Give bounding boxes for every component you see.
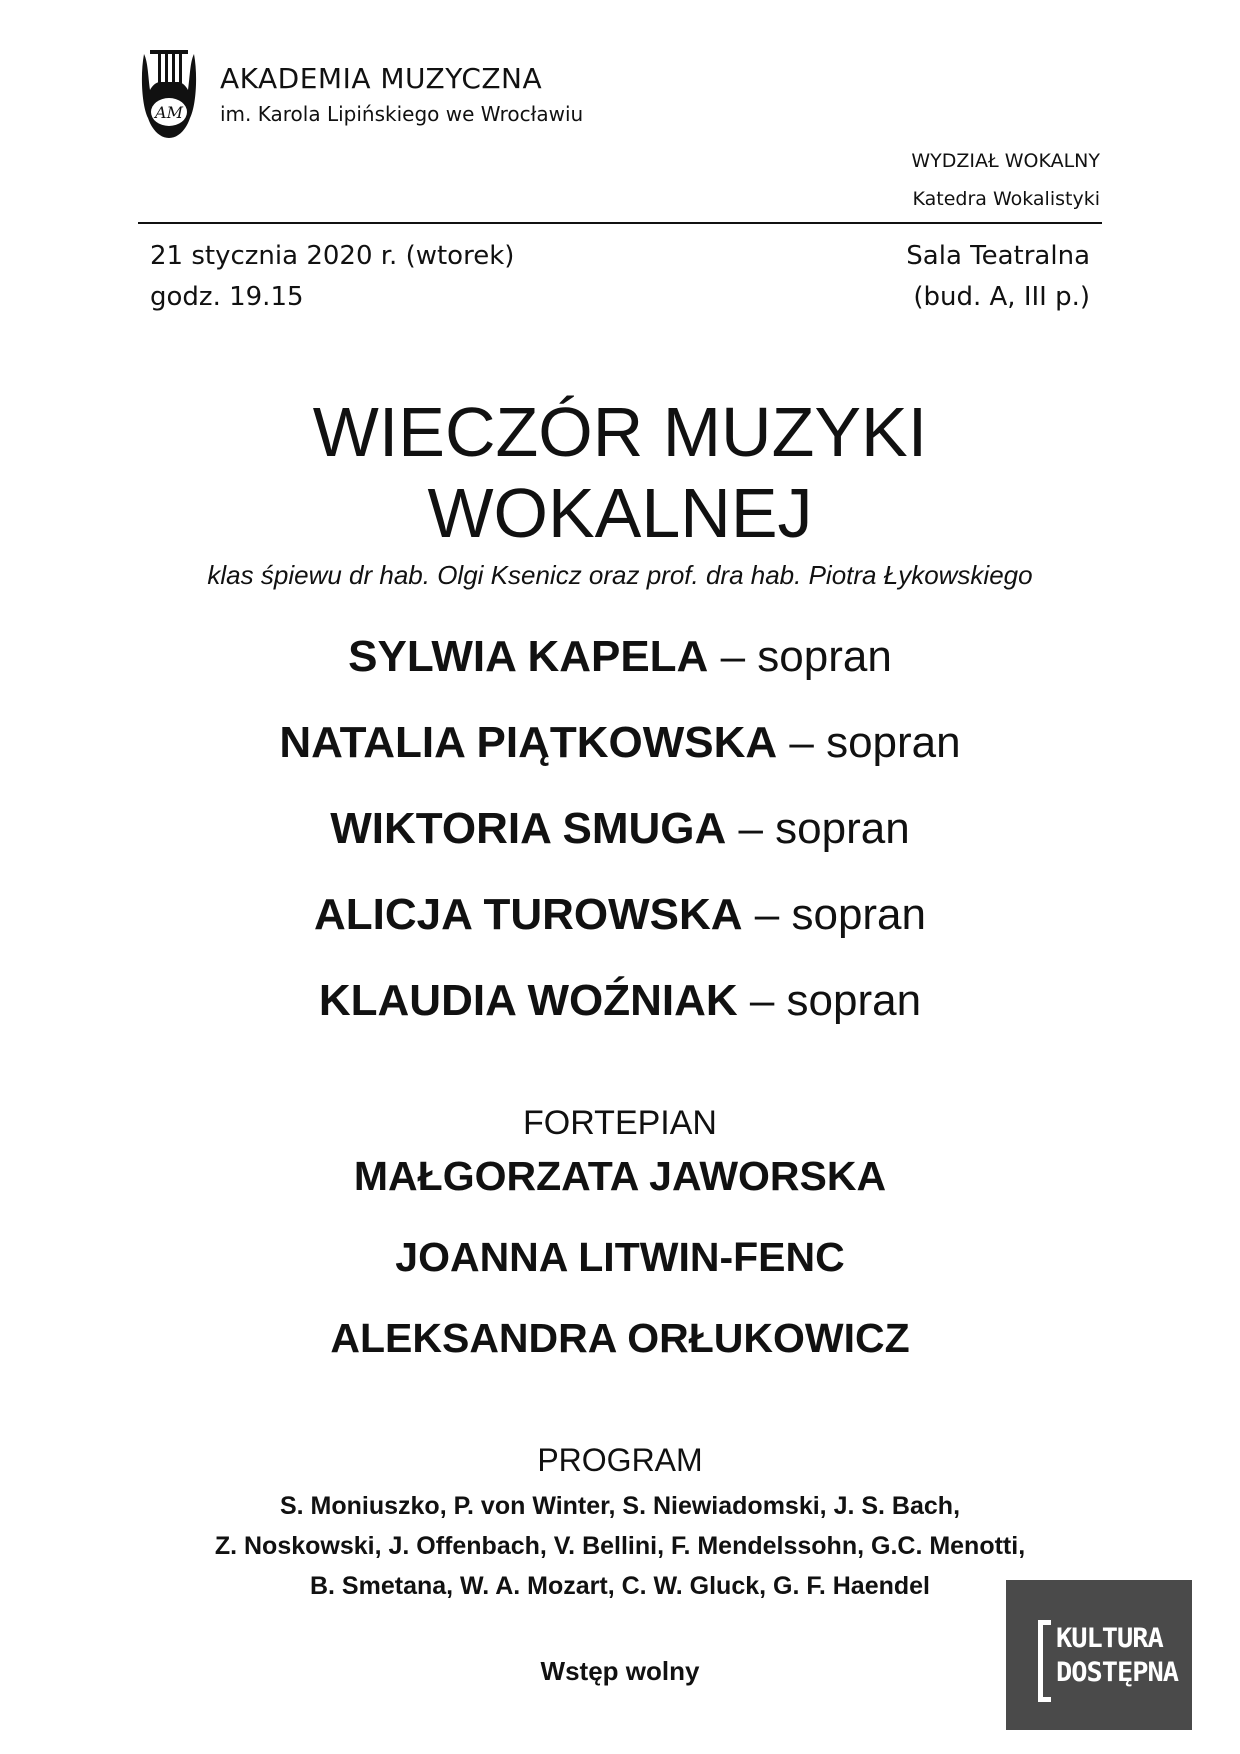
singer-entry: [70, 632, 1170, 682]
singer-entry: [70, 976, 1170, 1026]
free-entry-note: Wstęp wolny: [540, 1656, 700, 1686]
singer-voice: – sopran: [737, 976, 922, 1025]
institution-subtitle: im. Karola Lipińskiego we Wrocławiu: [220, 102, 584, 126]
program-composers-line: B. Smetana, W. A. Mozart, C. W. Gluck, G. F. Haendel: [309, 1572, 931, 1600]
singer-voice: – sopran: [726, 804, 910, 853]
singer-name: WIKTORIA SMUGA: [330, 804, 727, 853]
singer-entry: [70, 890, 1170, 940]
badge-line1: KULTURA: [1056, 1623, 1163, 1654]
institution-name: AKADEMIA MUZYCZNA: [220, 62, 543, 95]
singer-name: SYLWIA KAPELA: [348, 632, 709, 681]
program-composers-line: Z. Noskowski, J. Offenbach, V. Bellini, F. Mendelssohn, G.C. Menotti,: [214, 1532, 1026, 1560]
pianist-name: JOANNA LITWIN-FENC: [395, 1234, 845, 1280]
singer-name: KLAUDIA WOŹNIAK: [318, 976, 738, 1025]
pianist-name: ALEKSANDRA ORŁUKOWICZ: [330, 1315, 910, 1361]
piano-section-label: FORTEPIAN: [523, 1104, 717, 1142]
event-venue: Sala Teatralna: [906, 241, 1090, 271]
singer-entry: [70, 804, 1170, 854]
svg-text:AM: AM: [155, 103, 183, 122]
badge-line2: DOSTĘPNA: [1056, 1657, 1179, 1688]
concert-title-line1: WIECZÓR MUZYKI: [312, 393, 928, 471]
faculty-name: WYDZIAŁ WOKALNY: [911, 150, 1100, 172]
singer-name: NATALIA PIĄTKOWSKA: [279, 718, 778, 767]
singer-voice: – sopran: [708, 632, 892, 681]
concert-title-line2: WOKALNEJ: [427, 474, 813, 552]
singer-voice: – sopran: [742, 890, 927, 939]
event-venue-detail: (bud. A, III p.): [913, 282, 1090, 312]
pianist-name: MAŁGORZATA JAWORSKA: [353, 1153, 887, 1199]
event-time: godz. 19.15: [150, 282, 304, 312]
kultura-dostepna-badge: [1006, 1580, 1192, 1730]
singer-entry: [70, 718, 1170, 768]
academy-lyre-logo-icon: [138, 46, 200, 142]
program-section-label: PROGRAM: [537, 1442, 703, 1478]
program-composers-line: S. Moniuszko, P. von Winter, S. Niewiadomski, J. S. Bach,: [279, 1492, 961, 1520]
concert-subtitle: klas śpiewu dr hab. Olgi Ksenicz oraz prof. dra hab. Piotra Łykowskiego: [207, 560, 1033, 590]
event-date: 21 stycznia 2020 r. (wtorek): [150, 241, 515, 271]
header-divider: [138, 222, 1102, 224]
singer-voice: – sopran: [777, 718, 961, 767]
bracket-icon: [1038, 1620, 1051, 1702]
singer-name: ALICJA TUROWSKA: [313, 890, 743, 939]
department-name: Katedra Wokalistyki: [912, 188, 1100, 210]
